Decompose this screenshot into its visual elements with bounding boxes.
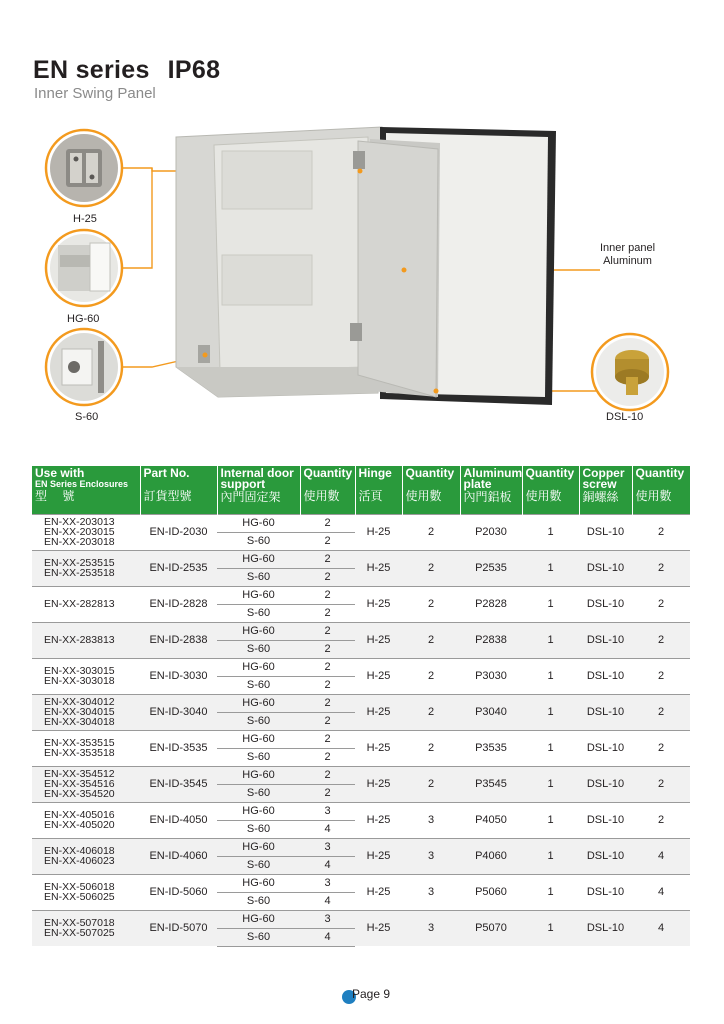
cell-hinge: H-25 <box>355 766 402 802</box>
table-row <box>32 694 690 712</box>
cell-support-hg: HG-60 <box>217 766 300 784</box>
callout-label-dsl10: DSL-10 <box>606 411 644 423</box>
model-number: EN-XX-405020 <box>44 819 115 831</box>
header-aluminum-plate: Aluminum plate 內門鋁板 <box>460 466 522 514</box>
cell-plate-qty: 1 <box>522 658 579 694</box>
page-title <box>33 56 220 85</box>
model-number: EN-XX-405016 <box>44 809 115 821</box>
cell-screw: DSL-10 <box>579 586 632 622</box>
cell-screw: DSL-10 <box>579 910 632 946</box>
cell-hinge-qty: 2 <box>402 658 460 694</box>
title-series: EN series <box>33 56 150 84</box>
cell-screw-qty: 2 <box>632 766 690 802</box>
cell-models <box>32 694 140 730</box>
callout-label-inner-panel <box>600 242 655 268</box>
title-rating: IP68 <box>167 56 221 84</box>
cell-plate: P2838 <box>460 622 522 658</box>
cell-plate-qty: 1 <box>522 514 579 550</box>
cell-support-s: S-60 <box>217 892 300 910</box>
table-row <box>32 622 690 640</box>
cell-screw-qty: 4 <box>632 874 690 910</box>
header-copper-screw: Copper screw 銅螺絲 <box>579 466 632 514</box>
cell-part-no: EN-ID-2030 <box>140 514 217 550</box>
model-number: EN-XX-406023 <box>44 855 115 867</box>
cell-support-hg-qty: 2 <box>300 514 355 532</box>
page-subtitle: Inner Swing Panel <box>34 85 156 102</box>
cell-support-s-qty: 2 <box>300 568 355 586</box>
cell-plate-qty: 1 <box>522 838 579 874</box>
inner-panel-line2: Aluminum <box>603 255 652 267</box>
cell-support-s-qty: 2 <box>300 784 355 802</box>
table-header-row <box>32 466 690 514</box>
model-number: EN-XX-506018 <box>44 881 115 893</box>
callout-label-h25: H-25 <box>73 213 97 225</box>
cell-support-hg: HG-60 <box>217 838 300 856</box>
model-number: EN-XX-303018 <box>44 675 115 687</box>
cell-screw-qty: 2 <box>632 658 690 694</box>
header-quantity-2: Quantity 使用數 <box>402 466 460 514</box>
table-row <box>32 730 690 748</box>
cell-support-s: S-60 <box>217 532 300 550</box>
model-number: EN-XX-353518 <box>44 747 115 759</box>
cell-screw: DSL-10 <box>579 514 632 550</box>
cell-hinge: H-25 <box>355 694 402 730</box>
model-number: EN-XX-283813 <box>44 634 115 646</box>
model-number: EN-XX-354520 <box>44 788 115 800</box>
cell-screw: DSL-10 <box>579 766 632 802</box>
cell-models <box>32 586 140 622</box>
callout-circle-h25 <box>46 130 122 206</box>
model-number: EN-XX-507025 <box>44 927 115 940</box>
cell-support-hg-qty: 2 <box>300 622 355 640</box>
cell-screw: DSL-10 <box>579 550 632 586</box>
model-number: EN-XX-354512 <box>44 768 115 780</box>
cell-plate-qty: 1 <box>522 730 579 766</box>
cell-support-s-qty: 2 <box>300 712 355 730</box>
cell-models <box>32 514 140 550</box>
cell-hinge-qty: 2 <box>402 550 460 586</box>
cell-part-no: EN-ID-3535 <box>140 730 217 766</box>
cell-hinge: H-25 <box>355 802 402 838</box>
callout-circle-hg60 <box>46 230 122 306</box>
cell-plate-qty: 1 <box>522 802 579 838</box>
cell-hinge: H-25 <box>355 658 402 694</box>
cell-plate-qty: 1 <box>522 874 579 910</box>
cell-hinge-qty: 2 <box>402 622 460 658</box>
cell-plate: P3040 <box>460 694 522 730</box>
table-row <box>32 550 690 568</box>
cell-support-hg-qty: 2 <box>300 766 355 784</box>
cell-part-no: EN-ID-2838 <box>140 622 217 658</box>
callout-label-s60: S-60 <box>75 411 99 423</box>
cell-screw: DSL-10 <box>579 874 632 910</box>
cell-hinge-qty: 2 <box>402 730 460 766</box>
cell-support-s-qty: 4 <box>300 892 355 910</box>
cell-hinge: H-25 <box>355 550 402 586</box>
cell-plate: P2030 <box>460 514 522 550</box>
cell-screw-qty: 4 <box>632 838 690 874</box>
cell-support-s-qty: 2 <box>300 676 355 694</box>
cell-hinge-qty: 2 <box>402 514 460 550</box>
cell-support-s-qty: 2 <box>300 604 355 622</box>
header-part-no: Part No. 訂貨型號 <box>140 466 217 514</box>
cell-hinge: H-25 <box>355 874 402 910</box>
cell-plate: P3535 <box>460 730 522 766</box>
cell-part-no: EN-ID-3040 <box>140 694 217 730</box>
header-quantity-4: Quantity 使用數 <box>632 466 690 514</box>
cell-support-hg-qty: 2 <box>300 586 355 604</box>
cell-support-s-qty: 2 <box>300 748 355 766</box>
cell-screw-qty: 4 <box>632 910 690 946</box>
cell-hinge-qty: 3 <box>402 910 460 946</box>
cell-support-hg-qty: 2 <box>300 694 355 712</box>
product-figure <box>0 105 724 445</box>
cell-support-s-qty: 2 <box>300 532 355 550</box>
cell-support-s: S-60 <box>217 784 300 802</box>
cell-screw: DSL-10 <box>579 622 632 658</box>
cell-support-hg: HG-60 <box>217 802 300 820</box>
spec-table <box>32 466 690 947</box>
cell-support-s: S-60 <box>217 748 300 766</box>
cell-screw-qty: 2 <box>632 802 690 838</box>
table-row <box>32 910 690 928</box>
cell-screw-qty: 2 <box>632 730 690 766</box>
cell-hinge: H-25 <box>355 730 402 766</box>
cell-support-hg: HG-60 <box>217 694 300 712</box>
cell-plate: P5070 <box>460 910 522 946</box>
enclosure-door <box>358 127 556 405</box>
cell-hinge-qty: 2 <box>402 586 460 622</box>
cell-support-hg: HG-60 <box>217 910 300 928</box>
cell-plate: P5060 <box>460 874 522 910</box>
cell-support-s: S-60 <box>217 928 300 946</box>
cell-screw: DSL-10 <box>579 838 632 874</box>
cell-models <box>32 802 140 838</box>
cell-plate-qty: 1 <box>522 766 579 802</box>
cell-screw: DSL-10 <box>579 694 632 730</box>
table-row <box>32 658 690 676</box>
cell-screw: DSL-10 <box>579 730 632 766</box>
cell-hinge: H-25 <box>355 514 402 550</box>
header-use-with: Use with EN Series Enclosures 型 號 <box>32 466 140 514</box>
cell-plate: P2828 <box>460 586 522 622</box>
cell-models <box>32 658 140 694</box>
header-door-support: Internal door support 內門固定架 <box>217 466 300 514</box>
cell-hinge-qty: 3 <box>402 802 460 838</box>
cell-plate-qty: 1 <box>522 550 579 586</box>
inner-panel-line1: Inner panel <box>600 242 656 254</box>
cell-plate-qty: 1 <box>522 586 579 622</box>
table-row <box>32 766 690 784</box>
cell-plate: P4050 <box>460 802 522 838</box>
model-number: EN-XX-507018 <box>44 917 115 930</box>
cell-part-no: EN-ID-2535 <box>140 550 217 586</box>
cell-plate: P3030 <box>460 658 522 694</box>
cell-support-s: S-60 <box>217 820 300 838</box>
model-number: EN-XX-304012 <box>44 696 115 708</box>
model-number: EN-XX-253515 <box>44 557 115 569</box>
model-number: EN-XX-304018 <box>44 716 115 728</box>
cell-hinge: H-25 <box>355 838 402 874</box>
cell-support-hg: HG-60 <box>217 586 300 604</box>
cell-plate-qty: 1 <box>522 694 579 730</box>
cell-support-hg: HG-60 <box>217 874 300 892</box>
cell-plate: P4060 <box>460 838 522 874</box>
cell-part-no: EN-ID-5070 <box>140 910 217 946</box>
cell-part-no: EN-ID-3030 <box>140 658 217 694</box>
cell-hinge-qty: 3 <box>402 874 460 910</box>
header-quantity-3: Quantity 使用數 <box>522 466 579 514</box>
cell-support-hg: HG-60 <box>217 658 300 676</box>
cell-plate-qty: 1 <box>522 910 579 946</box>
cell-support-s: S-60 <box>217 712 300 730</box>
callout-circle-s60 <box>46 329 122 405</box>
cell-hinge-qty: 3 <box>402 838 460 874</box>
cell-hinge: H-25 <box>355 910 402 946</box>
cell-support-s: S-60 <box>217 568 300 586</box>
cell-models <box>32 874 140 910</box>
model-number: EN-XX-354516 <box>44 778 115 790</box>
header-hinge: Hinge 活頁 <box>355 466 402 514</box>
cell-hinge: H-25 <box>355 622 402 658</box>
table-row <box>32 514 690 532</box>
cell-models <box>32 730 140 766</box>
cell-support-s-qty: 4 <box>300 820 355 838</box>
cell-support-hg-qty: 3 <box>300 838 355 856</box>
cell-screw-qty: 2 <box>632 694 690 730</box>
table-row <box>32 838 690 856</box>
cell-support-s: S-60 <box>217 604 300 622</box>
cell-hinge-qty: 2 <box>402 694 460 730</box>
model-number: EN-XX-203015 <box>44 526 115 538</box>
header-quantity-1: Quantity 使用數 <box>300 466 355 514</box>
model-number: EN-XX-506025 <box>44 891 115 903</box>
cell-support-hg-qty: 3 <box>300 802 355 820</box>
cell-support-s-qty: 4 <box>300 928 355 946</box>
cell-support-s: S-60 <box>217 640 300 658</box>
model-number: EN-XX-282813 <box>44 598 115 610</box>
cell-support-s: S-60 <box>217 856 300 874</box>
cell-screw-qty: 2 <box>632 622 690 658</box>
cell-support-hg-qty: 2 <box>300 550 355 568</box>
model-number: EN-XX-253518 <box>44 567 115 579</box>
table-row <box>32 586 690 604</box>
cell-screw-qty: 2 <box>632 514 690 550</box>
cell-part-no: EN-ID-4060 <box>140 838 217 874</box>
cell-screw-qty: 2 <box>632 586 690 622</box>
cell-models <box>32 622 140 658</box>
model-number: EN-XX-203018 <box>44 536 115 548</box>
hinge-top <box>353 151 365 169</box>
cell-part-no: EN-ID-5060 <box>140 874 217 910</box>
table-row <box>32 874 690 892</box>
model-number: EN-XX-303015 <box>44 665 115 677</box>
cell-support-hg-qty: 3 <box>300 874 355 892</box>
cell-part-no: EN-ID-4050 <box>140 802 217 838</box>
cell-part-no: EN-ID-2828 <box>140 586 217 622</box>
cell-support-hg-qty: 2 <box>300 730 355 748</box>
cell-screw-qty: 2 <box>632 550 690 586</box>
model-number: EN-XX-304015 <box>44 706 115 718</box>
cell-support-hg-qty: 3 <box>300 910 355 928</box>
cell-models <box>32 910 140 946</box>
cell-part-no: EN-ID-3545 <box>140 766 217 802</box>
cell-plate: P3545 <box>460 766 522 802</box>
cell-screw: DSL-10 <box>579 658 632 694</box>
cell-models <box>32 550 140 586</box>
model-number: EN-XX-353515 <box>44 737 115 749</box>
callout-label-hg60: HG-60 <box>67 313 100 325</box>
cell-support-s-qty: 2 <box>300 640 355 658</box>
page-number: Page 9 <box>352 987 391 1001</box>
cell-support-s-qty: 4 <box>300 856 355 874</box>
hinge-bottom <box>350 323 362 341</box>
model-number: EN-XX-203013 <box>44 516 115 528</box>
callout-circle-dsl10 <box>592 334 668 410</box>
cell-support-hg: HG-60 <box>217 730 300 748</box>
cell-hinge-qty: 2 <box>402 766 460 802</box>
cell-models <box>32 766 140 802</box>
cell-screw: DSL-10 <box>579 802 632 838</box>
cell-plate: P2535 <box>460 550 522 586</box>
cell-support-hg: HG-60 <box>217 550 300 568</box>
cell-hinge: H-25 <box>355 586 402 622</box>
cell-plate-qty: 1 <box>522 622 579 658</box>
table-row <box>32 802 690 820</box>
cell-support-hg: HG-60 <box>217 514 300 532</box>
cell-support-s: S-60 <box>217 676 300 694</box>
model-number: EN-XX-406018 <box>44 845 115 857</box>
cell-support-hg: HG-60 <box>217 622 300 640</box>
cell-models <box>32 838 140 874</box>
cell-support-hg-qty: 2 <box>300 658 355 676</box>
